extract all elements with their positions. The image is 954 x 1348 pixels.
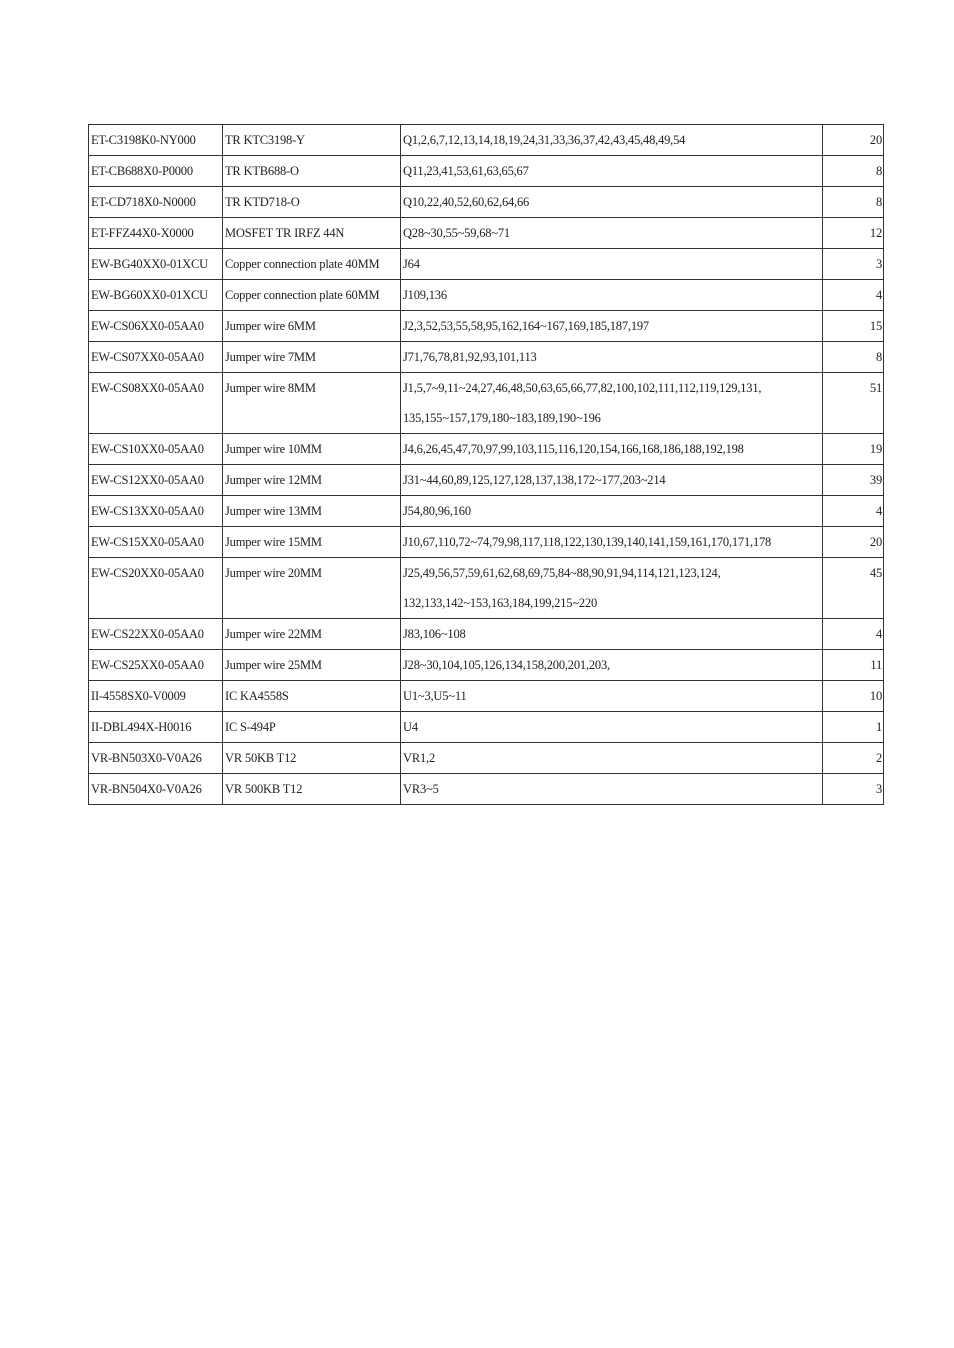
- part-number-cell: ET-C3198K0-NY000: [89, 125, 223, 156]
- quantity-cell: 8: [823, 342, 884, 373]
- quantity-cell: 19: [823, 434, 884, 465]
- part-number-cell: EW-CS20XX0-05AA0: [89, 558, 223, 619]
- reference-line: 132,133,142~153,163,184,199,215~220: [403, 596, 598, 610]
- description-cell: Jumper wire 25MM: [223, 650, 401, 681]
- reference-designators-cell: [401, 125, 823, 156]
- table-row: [89, 681, 884, 712]
- part-number-cell: EW-CS22XX0-05AA0: [89, 619, 223, 650]
- reference-designators-cell: [401, 218, 823, 249]
- reference-line: J10,67,110,72~74,79,98,117,118,122,130,139,140,141,159,161,170,171,178: [403, 535, 772, 549]
- description-cell: IC S-494P: [223, 712, 401, 743]
- description-cell: Jumper wire 13MM: [223, 496, 401, 527]
- table-row: [89, 743, 884, 774]
- reference-designators-cell: [401, 465, 823, 496]
- reference-line: J31~44,60,89,125,127,128,137,138,172~177,203~214: [403, 473, 666, 487]
- quantity-cell: 11: [823, 650, 884, 681]
- table-row: [89, 774, 884, 805]
- reference-line: J54,80,96,160: [403, 504, 471, 518]
- part-number-cell: EW-CS06XX0-05AA0: [89, 311, 223, 342]
- quantity-cell: 39: [823, 465, 884, 496]
- part-number-cell: EW-CS08XX0-05AA0: [89, 373, 223, 434]
- reference-designators-cell: [401, 743, 823, 774]
- reference-designators-cell: [401, 187, 823, 218]
- quantity-cell: 12: [823, 218, 884, 249]
- table-row: [89, 342, 884, 373]
- part-number-cell: II-DBL494X-H0016: [89, 712, 223, 743]
- reference-line: VR1,2: [403, 751, 435, 765]
- reference-line: Q10,22,40,52,60,62,64,66: [403, 195, 530, 209]
- description-cell: VR 50KB T12: [223, 743, 401, 774]
- quantity-cell: 8: [823, 187, 884, 218]
- table-row: [89, 249, 884, 280]
- description-cell: TR KTD718-O: [223, 187, 401, 218]
- part-number-cell: VR-BN504X0-V0A26: [89, 774, 223, 805]
- table-row: [89, 712, 884, 743]
- quantity-cell: 20: [823, 125, 884, 156]
- description-cell: Jumper wire 8MM: [223, 373, 401, 434]
- reference-designators-cell: [401, 712, 823, 743]
- bom-table: [88, 124, 884, 805]
- part-number-cell: EW-BG40XX0-01XCU: [89, 249, 223, 280]
- table-row: [89, 373, 884, 434]
- quantity-cell: 10: [823, 681, 884, 712]
- part-number-cell: ET-FFZ44X0-X0000: [89, 218, 223, 249]
- table-row: [89, 125, 884, 156]
- reference-line: Q11,23,41,53,61,63,65,67: [403, 164, 529, 178]
- reference-line: U4: [403, 720, 418, 734]
- reference-line: 135,155~157,179,180~183,189,190~196: [403, 411, 601, 425]
- description-cell: Jumper wire 10MM: [223, 434, 401, 465]
- quantity-cell: 15: [823, 311, 884, 342]
- reference-designators-cell: [401, 650, 823, 681]
- reference-designators-cell: [401, 280, 823, 311]
- quantity-cell: 1: [823, 712, 884, 743]
- table-row: [89, 558, 884, 619]
- reference-line: J28~30,104,105,126,134,158,200,201,203,: [403, 658, 610, 672]
- description-cell: Jumper wire 6MM: [223, 311, 401, 342]
- quantity-cell: 20: [823, 527, 884, 558]
- reference-line: U1~3,U5~11: [403, 689, 467, 703]
- quantity-cell: 45: [823, 558, 884, 619]
- description-cell: Copper connection plate 40MM: [223, 249, 401, 280]
- quantity-cell: 4: [823, 619, 884, 650]
- part-number-cell: EW-CS07XX0-05AA0: [89, 342, 223, 373]
- part-number-cell: ET-CD718X0-N0000: [89, 187, 223, 218]
- description-cell: Jumper wire 12MM: [223, 465, 401, 496]
- reference-line: Q1,2,6,7,12,13,14,18,19,24,31,33,36,37,42,43,45,48,49,54: [403, 133, 686, 147]
- reference-line: VR3~5: [403, 782, 439, 796]
- reference-designators-cell: [401, 373, 823, 434]
- table-row: [89, 218, 884, 249]
- bom-table-body: [89, 125, 884, 805]
- description-cell: Copper connection plate 60MM: [223, 280, 401, 311]
- reference-line: J71,76,78,81,92,93,101,113: [403, 350, 537, 364]
- reference-line: J4,6,26,45,47,70,97,99,103,115,116,120,154,166,168,186,188,192,198: [403, 442, 744, 456]
- part-number-cell: EW-CS12XX0-05AA0: [89, 465, 223, 496]
- reference-designators-cell: [401, 156, 823, 187]
- description-cell: MOSFET TR IRFZ 44N: [223, 218, 401, 249]
- reference-line: J83,106~108: [403, 627, 466, 641]
- part-number-cell: EW-CS13XX0-05AA0: [89, 496, 223, 527]
- quantity-cell: 2: [823, 743, 884, 774]
- description-cell: Jumper wire 20MM: [223, 558, 401, 619]
- table-row: [89, 156, 884, 187]
- part-number-cell: VR-BN503X0-V0A26: [89, 743, 223, 774]
- quantity-cell: 4: [823, 280, 884, 311]
- reference-designators-cell: [401, 311, 823, 342]
- reference-designators-cell: [401, 527, 823, 558]
- description-cell: Jumper wire 15MM: [223, 527, 401, 558]
- reference-designators-cell: [401, 558, 823, 619]
- reference-line: J64: [403, 257, 420, 271]
- table-row: [89, 187, 884, 218]
- quantity-cell: 4: [823, 496, 884, 527]
- table-row: [89, 496, 884, 527]
- description-cell: IC KA4558S: [223, 681, 401, 712]
- description-cell: TR KTB688-O: [223, 156, 401, 187]
- table-row: [89, 280, 884, 311]
- part-number-cell: ET-CB688X0-P0000: [89, 156, 223, 187]
- part-number-cell: EW-CS15XX0-05AA0: [89, 527, 223, 558]
- description-cell: Jumper wire 7MM: [223, 342, 401, 373]
- reference-designators-cell: [401, 342, 823, 373]
- table-row: [89, 434, 884, 465]
- table-row: [89, 650, 884, 681]
- reference-designators-cell: [401, 774, 823, 805]
- table-row: [89, 527, 884, 558]
- reference-line: Q28~30,55~59,68~71: [403, 226, 510, 240]
- table-row: [89, 465, 884, 496]
- reference-designators-cell: [401, 681, 823, 712]
- table-row: [89, 311, 884, 342]
- reference-designators-cell: [401, 619, 823, 650]
- reference-line: J25,49,56,57,59,61,62,68,69,75,84~88,90,91,94,114,121,123,124,: [403, 566, 721, 580]
- part-number-cell: II-4558SX0-V0009: [89, 681, 223, 712]
- quantity-cell: 51: [823, 373, 884, 434]
- reference-line: J2,3,52,53,55,58,95,162,164~167,169,185,187,197: [403, 319, 649, 333]
- description-cell: Jumper wire 22MM: [223, 619, 401, 650]
- reference-designators-cell: [401, 434, 823, 465]
- reference-designators-cell: [401, 496, 823, 527]
- table-row: [89, 619, 884, 650]
- part-number-cell: EW-CS10XX0-05AA0: [89, 434, 223, 465]
- quantity-cell: 3: [823, 774, 884, 805]
- description-cell: VR 500KB T12: [223, 774, 401, 805]
- reference-line: J1,5,7~9,11~24,27,46,48,50,63,65,66,77,82,100,102,111,112,119,129,131,: [403, 381, 762, 395]
- reference-line: J109,136: [403, 288, 447, 302]
- reference-designators-cell: [401, 249, 823, 280]
- part-number-cell: EW-CS25XX0-05AA0: [89, 650, 223, 681]
- quantity-cell: 8: [823, 156, 884, 187]
- quantity-cell: 3: [823, 249, 884, 280]
- description-cell: TR KTC3198-Y: [223, 125, 401, 156]
- part-number-cell: EW-BG60XX0-01XCU: [89, 280, 223, 311]
